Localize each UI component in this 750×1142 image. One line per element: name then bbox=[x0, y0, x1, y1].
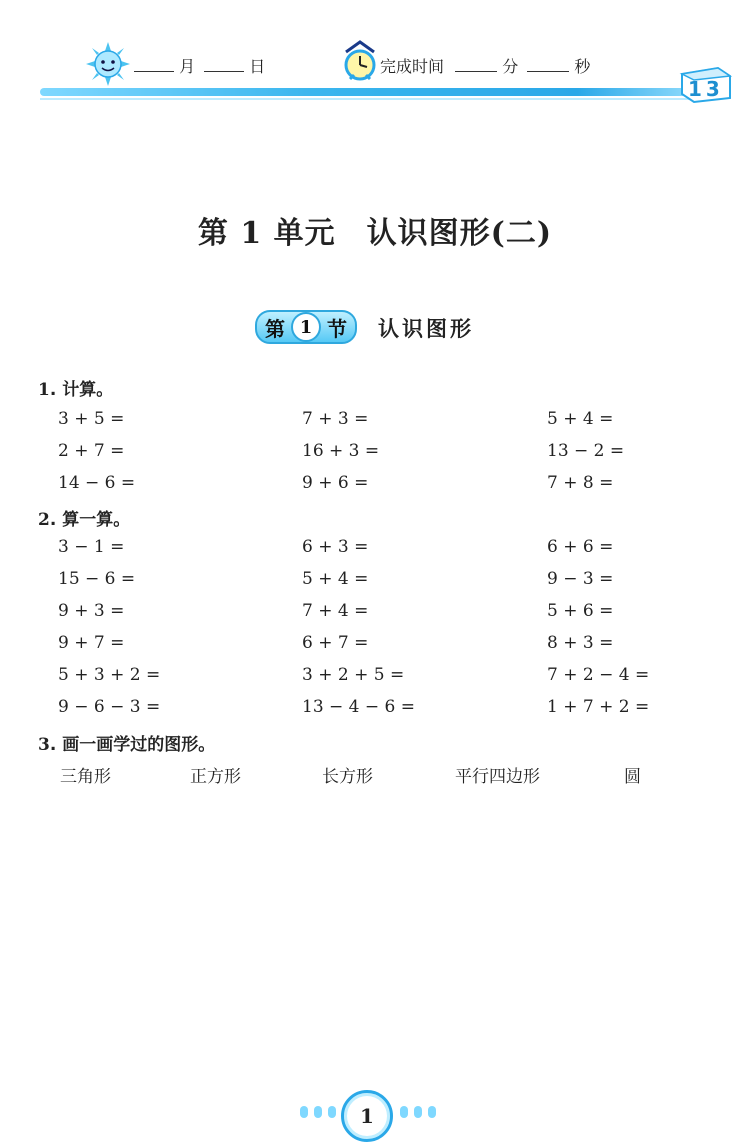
equation: 9 + 7 = bbox=[58, 633, 125, 653]
question-3-title bbox=[38, 730, 215, 755]
equation: 7 + 4 = bbox=[302, 601, 369, 621]
equation: 7 + 3 = bbox=[302, 409, 369, 429]
equation: 3 + 5 = bbox=[58, 409, 125, 429]
decor-dot bbox=[300, 1106, 308, 1118]
time-label: 完成时间 bbox=[380, 57, 445, 76]
month-label: 月 bbox=[179, 57, 196, 76]
shape-label-square: 正方形 bbox=[190, 767, 241, 787]
page-decor-right bbox=[400, 1106, 436, 1118]
number-badge bbox=[678, 64, 734, 104]
drawing-area[interactable] bbox=[40, 800, 710, 1070]
equation: 6 + 6 = bbox=[547, 537, 614, 557]
decor-dot bbox=[400, 1106, 408, 1118]
question-1-title bbox=[38, 375, 113, 400]
second-blank[interactable] bbox=[527, 57, 569, 72]
question-1-number: 1 bbox=[38, 380, 50, 400]
question-2-title bbox=[38, 505, 130, 530]
question-3-text: . 画一画学过的图形。 bbox=[49, 735, 216, 755]
equation: 14 − 6 = bbox=[58, 473, 136, 493]
unit-title: 第 1 单元 认识图形(二) bbox=[197, 216, 553, 251]
decor-dot bbox=[414, 1106, 422, 1118]
shape-label-triangle: 三角形 bbox=[60, 767, 111, 787]
minute-blank[interactable] bbox=[455, 57, 497, 72]
equation: 1 + 7 + 2 = bbox=[547, 697, 650, 717]
equation: 6 + 7 = bbox=[302, 633, 369, 653]
question-1-text: . 计算。 bbox=[49, 380, 114, 400]
shape-label-rectangle: 长方形 bbox=[322, 767, 373, 787]
equation: 8 + 3 = bbox=[547, 633, 614, 653]
header-bar bbox=[40, 88, 712, 96]
section-name: 认识图形 bbox=[378, 317, 474, 341]
decor-dot bbox=[314, 1106, 322, 1118]
month-blank[interactable] bbox=[134, 57, 174, 72]
badge-digits: 13 bbox=[688, 77, 724, 101]
equation: 16 + 3 = bbox=[302, 441, 380, 461]
equation: 5 + 4 = bbox=[547, 409, 614, 429]
header-bar-shadow bbox=[40, 98, 712, 100]
equation: 15 − 6 = bbox=[58, 569, 136, 589]
date-line bbox=[134, 54, 265, 77]
equation: 9 + 3 = bbox=[58, 601, 125, 621]
sun-icon bbox=[86, 42, 130, 86]
question-2-text: . 算一算。 bbox=[49, 510, 131, 530]
equation: 5 + 6 = bbox=[547, 601, 614, 621]
equation: 5 + 3 + 2 = bbox=[58, 665, 161, 685]
equation: 7 + 2 − 4 = bbox=[547, 665, 650, 685]
time-line bbox=[380, 54, 590, 77]
equation: 9 + 6 = bbox=[302, 473, 369, 493]
section-prefix: 第 bbox=[265, 316, 285, 341]
section-number: 1 bbox=[291, 312, 321, 342]
equation: 2 + 7 = bbox=[58, 441, 125, 461]
equation: 5 + 4 = bbox=[302, 569, 369, 589]
equation: 13 − 4 − 6 = bbox=[302, 697, 416, 717]
decor-dot bbox=[428, 1106, 436, 1118]
equation: 9 − 3 = bbox=[547, 569, 614, 589]
page-number: 1 bbox=[341, 1090, 393, 1142]
equation: 3 + 2 + 5 = bbox=[302, 665, 405, 685]
alarm-clock-icon bbox=[342, 40, 378, 82]
day-label: 日 bbox=[249, 57, 266, 76]
question-2-number: 2 bbox=[38, 510, 50, 530]
shape-label-circle: 圆 bbox=[624, 767, 641, 787]
second-label: 秒 bbox=[574, 57, 591, 76]
decor-dot bbox=[328, 1106, 336, 1118]
equation: 7 + 8 = bbox=[547, 473, 614, 493]
equation: 3 − 1 = bbox=[58, 537, 125, 557]
section-suffix: 节 bbox=[327, 316, 347, 341]
minute-label: 分 bbox=[502, 57, 519, 76]
day-blank[interactable] bbox=[204, 57, 244, 72]
equation: 9 − 6 − 3 = bbox=[58, 697, 161, 717]
equation: 13 − 2 = bbox=[547, 441, 625, 461]
question-3-number: 3 bbox=[38, 735, 50, 755]
section-pill bbox=[255, 310, 357, 344]
page-decor-left bbox=[300, 1106, 336, 1118]
shape-label-parallelogram: 平行四边形 bbox=[455, 767, 540, 787]
equation: 6 + 3 = bbox=[302, 537, 369, 557]
section-badge bbox=[255, 310, 357, 344]
